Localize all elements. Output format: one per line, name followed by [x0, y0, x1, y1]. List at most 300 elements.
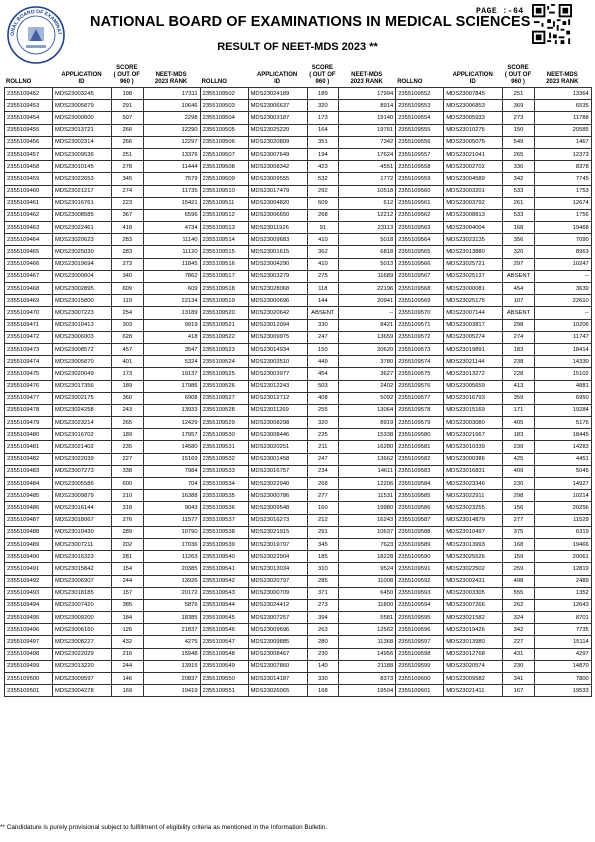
table-row [5, 136, 201, 148]
cell-score: 156 [503, 502, 535, 514]
header-rollno [4, 79, 52, 87]
cell-rollno: 2355109454 [5, 112, 53, 124]
cell-rollno: 2355109464 [5, 234, 53, 246]
cell-rollno: 2355109456 [5, 136, 53, 148]
cell-rank: 7984 [143, 465, 200, 477]
table-row [200, 258, 396, 270]
cell-rank: 16388 [143, 490, 200, 502]
cell-score: 418 [112, 222, 144, 234]
table-row [200, 136, 396, 148]
cell-rank: 2489 [534, 575, 591, 587]
cell-score: 340 [112, 270, 144, 282]
cell-rollno: 2355109480 [5, 429, 53, 441]
table-row [396, 490, 592, 502]
cell-score: 126 [112, 624, 144, 636]
table-row [5, 624, 201, 636]
cell-application-id: MDS23007266 [444, 599, 503, 611]
cell-application-id: MDS23021402 [53, 441, 112, 453]
cell-rank: 3780 [339, 356, 396, 368]
table-row [396, 538, 592, 550]
cell-application-id: MDS23007223 [53, 307, 112, 319]
cell-rank: 4551 [339, 161, 396, 173]
cell-score: 150 [503, 124, 535, 136]
cell-rollno: 2355109513 [200, 222, 248, 234]
cell-rank: 12212 [339, 209, 396, 221]
cell-rollno: 2355109573 [396, 343, 444, 355]
header-rollno-label: ROLLNO [6, 79, 32, 85]
table-row [5, 185, 201, 197]
cell-score: 230 [503, 660, 535, 672]
cell-application-id: MDS23021582 [444, 612, 503, 624]
cell-rank: 10247 [534, 258, 591, 270]
cell-score: 600 [112, 478, 144, 490]
header-application-id [443, 72, 502, 87]
cell-rank: 20585 [534, 124, 591, 136]
cell-rank: 18228 [339, 551, 396, 563]
header-score [502, 65, 534, 87]
table-row [396, 514, 592, 526]
cell-rank: 14870 [534, 660, 591, 672]
cell-application-id: MDS23016761 [53, 197, 112, 209]
cell-rank: 8373 [339, 673, 396, 685]
table-row [200, 343, 396, 355]
cell-rollno: 2355109586 [396, 502, 444, 514]
cell-rollno: 2355109476 [5, 380, 53, 392]
table-row [5, 100, 201, 112]
cell-rollno: 2355109455 [5, 124, 53, 136]
cell-score: 362 [307, 246, 339, 258]
header-rank [338, 72, 395, 87]
header-score-line: SCORE [507, 65, 529, 71]
cell-rollno: 2355109504 [200, 112, 248, 124]
cell-score: 189 [112, 380, 144, 392]
table-row [200, 673, 396, 685]
cell-score: 432 [112, 636, 144, 648]
cell-application-id: MDS23028068 [248, 283, 307, 295]
cell-rollno: 2355109491 [5, 563, 53, 575]
cell-application-id: MDS23022940 [248, 478, 307, 490]
cell-score: 164 [307, 124, 339, 136]
header-score [307, 65, 339, 87]
cell-rollno: 2355109500 [5, 673, 53, 685]
cell-application-id: MDS23013034 [248, 563, 307, 575]
cell-rank: 7800 [534, 673, 591, 685]
cell-application-id: MDS23016757 [248, 465, 307, 477]
cell-rollno: 2355109509 [200, 173, 248, 185]
cell-application-id: MDS23019694 [53, 258, 112, 270]
cell-rank: 6535 [534, 100, 591, 112]
cell-rollno: 2355109543 [200, 587, 248, 599]
cell-rollno: 2355109497 [5, 636, 53, 648]
cell-rollno: 2355109555 [396, 124, 444, 136]
cell-score: 157 [112, 587, 144, 599]
cell-application-id: MDS23015842 [53, 563, 112, 575]
page-number: PAGE :-64 [476, 7, 524, 16]
cell-rollno: 2355109551 [200, 685, 248, 697]
header-appid-line: APPLICATION [452, 72, 493, 78]
cell-rank: 10637 [339, 526, 396, 538]
cell-rank: 11577 [143, 514, 200, 526]
cell-application-id: MDS23009582 [444, 673, 503, 685]
cell-score: 275 [307, 270, 339, 282]
cell-rank: 10518 [339, 185, 396, 197]
cell-rollno: 2355109533 [200, 465, 248, 477]
cell-score: 320 [503, 246, 535, 258]
cell-rank: 13189 [143, 307, 200, 319]
cell-application-id: MDS23021041 [444, 148, 503, 160]
cell-rank: 7342 [339, 136, 396, 148]
table-row [5, 283, 201, 295]
cell-application-id: MDS23016144 [53, 502, 112, 514]
table-row [5, 368, 201, 380]
cell-application-id: MDS23000081 [444, 283, 503, 295]
cell-rank: 15114 [534, 636, 591, 648]
cell-score: 251 [503, 88, 535, 100]
table-row [5, 563, 201, 575]
cell-rollno: 2355109492 [5, 575, 53, 587]
cell-rank: 13662 [339, 453, 396, 465]
table-row [200, 295, 396, 307]
cell-application-id: MDS23014934 [248, 343, 307, 355]
table-row [200, 563, 396, 575]
cell-rollno: 2355109465 [5, 246, 53, 258]
cell-rollno: 2355109498 [5, 648, 53, 660]
cell-rollno: 2355109502 [200, 88, 248, 100]
cell-application-id: MDS23026065 [248, 685, 307, 697]
table-row [5, 429, 201, 441]
cell-rollno: 2355109574 [396, 356, 444, 368]
cell-application-id: MDS23006003 [53, 331, 112, 343]
cell-rank: 5092 [339, 392, 396, 404]
cell-score: 297 [503, 258, 535, 270]
cell-application-id: MDS23002314 [53, 136, 112, 148]
cell-rank: 5176 [534, 417, 591, 429]
cell-rollno: 2355109588 [396, 526, 444, 538]
header-rollno [200, 79, 248, 87]
cell-rollno: 2355109477 [5, 392, 53, 404]
cell-application-id: MDS23005879 [53, 100, 112, 112]
header-score-line: ( OUT OF 960 ) [504, 72, 532, 85]
cell-application-id: MDS23007420 [53, 599, 112, 611]
table-row [396, 392, 592, 404]
table-row [200, 319, 396, 331]
table-row [396, 660, 592, 672]
table-row [5, 636, 201, 648]
cell-score: 454 [503, 283, 535, 295]
cell-rank: 11689 [339, 270, 396, 282]
cell-rank: 4734 [143, 222, 200, 234]
cell-rank: 1352 [534, 587, 591, 599]
cell-application-id: MDS23004004 [444, 222, 503, 234]
cell-rank: 6908 [143, 392, 200, 404]
cell-rank: 12373 [534, 148, 591, 160]
table-row [5, 331, 201, 343]
table-row [200, 465, 396, 477]
cell-application-id: MDS23004278 [53, 685, 112, 697]
cell-rank: 9043 [143, 502, 200, 514]
cell-rank: 17311 [143, 88, 200, 100]
cell-score: 532 [307, 173, 339, 185]
cell-rollno: 2355109601 [396, 685, 444, 697]
cell-application-id: MDS23009555 [248, 173, 307, 185]
cell-application-id: MDS23007845 [444, 88, 503, 100]
cell-rollno: 2355109523 [200, 343, 248, 355]
table-row [5, 392, 201, 404]
cell-application-id: MDS23006907 [53, 575, 112, 587]
cell-score: 533 [503, 185, 535, 197]
cell-application-id: MDS23022904 [248, 551, 307, 563]
cell-score: 230 [503, 478, 535, 490]
table-row [200, 124, 396, 136]
cell-rank: 22196 [339, 283, 396, 295]
cell-application-id: MDS23010413 [53, 319, 112, 331]
cell-rank: 8378 [534, 161, 591, 173]
table-row [5, 356, 201, 368]
cell-rollno: 2355109599 [396, 660, 444, 672]
table-row [396, 283, 592, 295]
table-row [200, 88, 396, 100]
table-row [200, 502, 396, 514]
cell-rank: 15169 [143, 453, 200, 465]
table-row [200, 538, 396, 550]
cell-rank: 17994 [339, 88, 396, 100]
table-row [396, 197, 592, 209]
header-appid-line: ID [274, 79, 281, 85]
table-row [396, 648, 592, 660]
cell-rollno: 2355109519 [200, 295, 248, 307]
cell-rank: 1753 [534, 185, 591, 197]
table-row [5, 490, 201, 502]
cell-rollno: 2355109466 [5, 258, 53, 270]
table-row [200, 392, 396, 404]
cell-application-id: MDS23020797 [248, 575, 307, 587]
cell-rank: 19504 [339, 685, 396, 697]
cell-score: 194 [307, 148, 339, 160]
seal-text: ONAL BOARD OF EXAMINAT [9, 8, 63, 36]
cell-rollno: 2355109557 [396, 148, 444, 160]
cell-score: 227 [112, 453, 144, 465]
cell-score: 274 [112, 185, 144, 197]
cell-application-id: MDS23024189 [248, 88, 307, 100]
cell-score: 168 [503, 222, 535, 234]
cell-rollno: 2355109567 [396, 270, 444, 282]
cell-score: 228 [503, 368, 535, 380]
cell-rollno: 2355109515 [200, 246, 248, 258]
cell-rollno: 2355109501 [5, 685, 53, 697]
cell-rollno: 2355109482 [5, 453, 53, 465]
cell-application-id: MDS23021667 [444, 429, 503, 441]
table-row [5, 453, 201, 465]
cell-score: 259 [503, 563, 535, 575]
cell-score: 401 [112, 356, 144, 368]
cell-application-id: MDS23025030 [53, 246, 112, 258]
table-row [5, 575, 201, 587]
cell-rank: 19761 [339, 124, 396, 136]
cell-rollno: 2355109474 [5, 356, 53, 368]
cell-application-id: MDS23003245 [53, 88, 112, 100]
cell-rank: 7090 [534, 234, 591, 246]
table-row [5, 161, 201, 173]
cell-rollno: 2355109459 [5, 173, 53, 185]
cell-rank: 19419 [143, 685, 200, 697]
table-row [200, 234, 396, 246]
header-application-id [52, 72, 111, 87]
cell-rank: 20061 [534, 551, 591, 563]
cell-score: 140 [307, 660, 339, 672]
cell-score: 431 [503, 648, 535, 660]
cell-application-id: MDS23016273 [248, 514, 307, 526]
cell-application-id: MDS23016323 [53, 551, 112, 563]
cell-application-id: MDS23002702 [444, 161, 503, 173]
cell-score: 202 [112, 538, 144, 550]
table-row [200, 490, 396, 502]
cell-score: 184 [112, 612, 144, 624]
cell-score: 234 [307, 465, 339, 477]
cell-score: 183 [503, 343, 535, 355]
cell-rank: 17036 [143, 538, 200, 550]
table-row [5, 295, 201, 307]
cell-application-id: MDS23003080 [444, 417, 503, 429]
table-row [200, 100, 396, 112]
table-row [396, 270, 592, 282]
table-row [200, 185, 396, 197]
cell-application-id: MDS23007273 [53, 465, 112, 477]
cell-rank: 7579 [143, 173, 200, 185]
cell-score: 351 [307, 136, 339, 148]
cell-rank: 19140 [339, 112, 396, 124]
cell-application-id: MDS23019891 [444, 343, 503, 355]
cell-score: 168 [307, 685, 339, 697]
cell-application-id: MDS23005075 [444, 136, 503, 148]
cell-score: 167 [503, 685, 535, 697]
cell-score: 150 [307, 343, 339, 355]
cell-application-id: MDS23006853 [444, 100, 503, 112]
cell-application-id: MDS23020049 [53, 368, 112, 380]
cell-rank: 10790 [143, 526, 200, 538]
cell-score: 265 [112, 417, 144, 429]
cell-rank: 8421 [339, 319, 396, 331]
cell-rollno: 2355109530 [200, 429, 248, 441]
cell-rollno: 2355109516 [200, 258, 248, 270]
cell-rollno: 2355109527 [200, 392, 248, 404]
cell-application-id: MDS23008446 [248, 429, 307, 441]
cell-application-id: MDS23009879 [53, 490, 112, 502]
cell-rank: 17624 [339, 148, 396, 160]
cell-application-id: MDS23012712 [248, 392, 307, 404]
cell-score: 266 [112, 136, 144, 148]
cell-score: 320 [307, 417, 339, 429]
cell-application-id: MDS23001458 [248, 453, 307, 465]
cell-application-id: MDS23025137 [444, 270, 503, 282]
cell-rank: 11747 [534, 331, 591, 343]
cell-score: 247 [307, 331, 339, 343]
cell-rollno: 2355109568 [396, 283, 444, 295]
cell-rank: 11444 [143, 161, 200, 173]
cell-score: 247 [307, 453, 339, 465]
cell-application-id: MDS23003201 [444, 185, 503, 197]
cell-rank: 7862 [143, 270, 200, 282]
table-row [200, 478, 396, 490]
cell-rollno: 2355109511 [200, 197, 248, 209]
cell-rank: 13064 [339, 404, 396, 416]
cell-score: 277 [307, 490, 339, 502]
cell-application-id: MDS23023135 [444, 234, 503, 246]
cell-score: 394 [307, 612, 339, 624]
cell-score: 410 [307, 234, 339, 246]
cell-rollno: 2355109558 [396, 161, 444, 173]
cell-score: 119 [112, 295, 144, 307]
cell-application-id: MDS23011926 [248, 222, 307, 234]
table-row [200, 685, 396, 697]
cell-score: 330 [503, 161, 535, 173]
cell-score: 345 [112, 173, 144, 185]
cell-application-id: MDS23010145 [53, 161, 112, 173]
cell-rollno: 2355109485 [5, 490, 53, 502]
table-row [200, 173, 396, 185]
cell-application-id: MDS23009885 [248, 636, 307, 648]
results-table [200, 87, 397, 697]
cell-rank: 5581 [339, 612, 396, 624]
cell-score: 342 [503, 173, 535, 185]
cell-rollno: 2355109453 [5, 100, 53, 112]
cell-score: 223 [112, 197, 144, 209]
cell-score: 263 [307, 624, 339, 636]
cell-score: 385 [112, 599, 144, 611]
cell-rank: 14283 [534, 441, 591, 453]
cell-application-id: MDS23020623 [53, 234, 112, 246]
cell-score: 289 [112, 526, 144, 538]
cell-rollno: 2355109591 [396, 563, 444, 575]
cell-rank: 11008 [339, 575, 396, 587]
cell-rank: 6319 [534, 526, 591, 538]
results-block [4, 64, 200, 697]
table-row [396, 307, 592, 319]
cell-rank: 18414 [534, 343, 591, 355]
cell-rank: 20256 [534, 502, 591, 514]
cell-application-id: MDS23024258 [53, 404, 112, 416]
cell-score: 171 [503, 404, 535, 416]
results-tables [4, 64, 591, 697]
table-row [396, 209, 592, 221]
header-appid-line: ID [78, 79, 85, 85]
cell-rank: 2298 [143, 112, 200, 124]
cell-rollno: 2355109594 [396, 599, 444, 611]
cell-rollno: 2355109537 [200, 514, 248, 526]
cell-score: 318 [112, 502, 144, 514]
cell-rollno: 2355109499 [5, 660, 53, 672]
header-application-id [248, 72, 307, 87]
cell-rank: 20172 [143, 587, 200, 599]
cell-rollno: 2355109458 [5, 161, 53, 173]
cell-rollno: 2355109461 [5, 197, 53, 209]
cell-score: 281 [112, 551, 144, 563]
table-row [396, 148, 592, 160]
cell-application-id: MDS23013993 [444, 538, 503, 550]
cell-rank: 19533 [534, 685, 591, 697]
cell-rollno: 2355109490 [5, 551, 53, 563]
cell-score: 405 [503, 417, 535, 429]
cell-rank: 5018 [339, 234, 396, 246]
cell-score: 244 [112, 575, 144, 587]
cell-application-id: MDS23005586 [53, 478, 112, 490]
cell-rank: 7735 [534, 624, 591, 636]
cell-rollno: 2355109560 [396, 185, 444, 197]
cell-rollno: 2355109486 [5, 502, 53, 514]
cell-score: 413 [503, 380, 535, 392]
cell-rank: 9919 [143, 319, 200, 331]
table-row [5, 465, 201, 477]
cell-rollno: 2355109457 [5, 148, 53, 160]
